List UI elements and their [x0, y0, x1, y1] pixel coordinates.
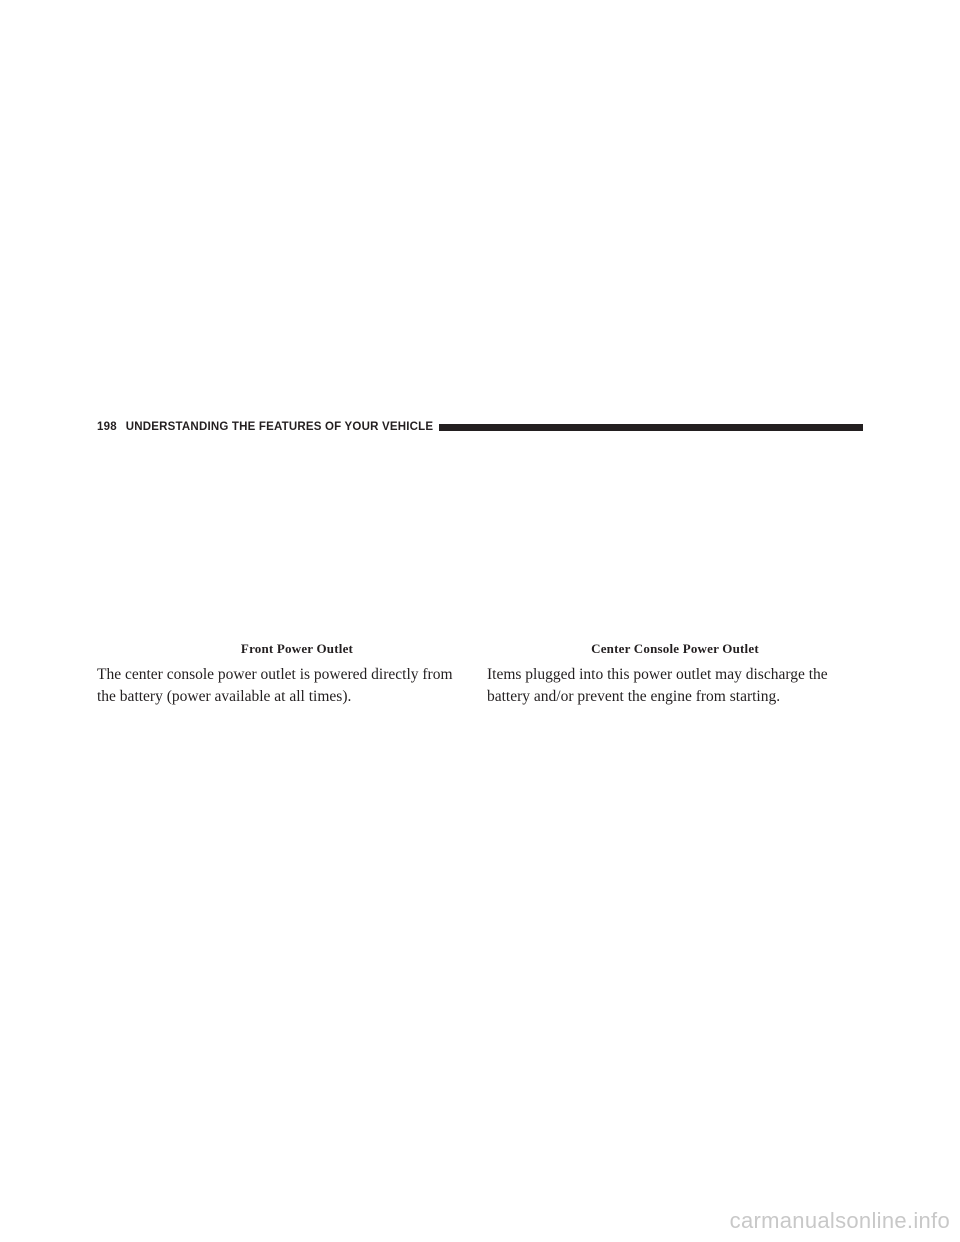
center-console-power-outlet-figure: [487, 450, 863, 632]
front-power-outlet-figure: [97, 450, 473, 632]
page-number: 198: [97, 421, 117, 433]
page-header: [97, 418, 863, 436]
section-title: UNDERSTANDING THE FEATURES OF YOUR VEHICLE: [125, 421, 434, 433]
center-console-power-outlet-caption: Center Console Power Outlet: [591, 641, 759, 656]
discharge-warning-paragraph: Items plugged into this power outlet may discharge the battery and/or prevent the engine from starting.: [487, 666, 828, 705]
watermark: carmanualsonline.info: [729, 1208, 950, 1233]
front-power-outlet-caption: Front Power Outlet: [240, 641, 354, 656]
header-rule: [439, 424, 863, 431]
power-source-paragraph: The center console power outlet is powered directly from the battery (power available at all times).: [97, 666, 453, 705]
